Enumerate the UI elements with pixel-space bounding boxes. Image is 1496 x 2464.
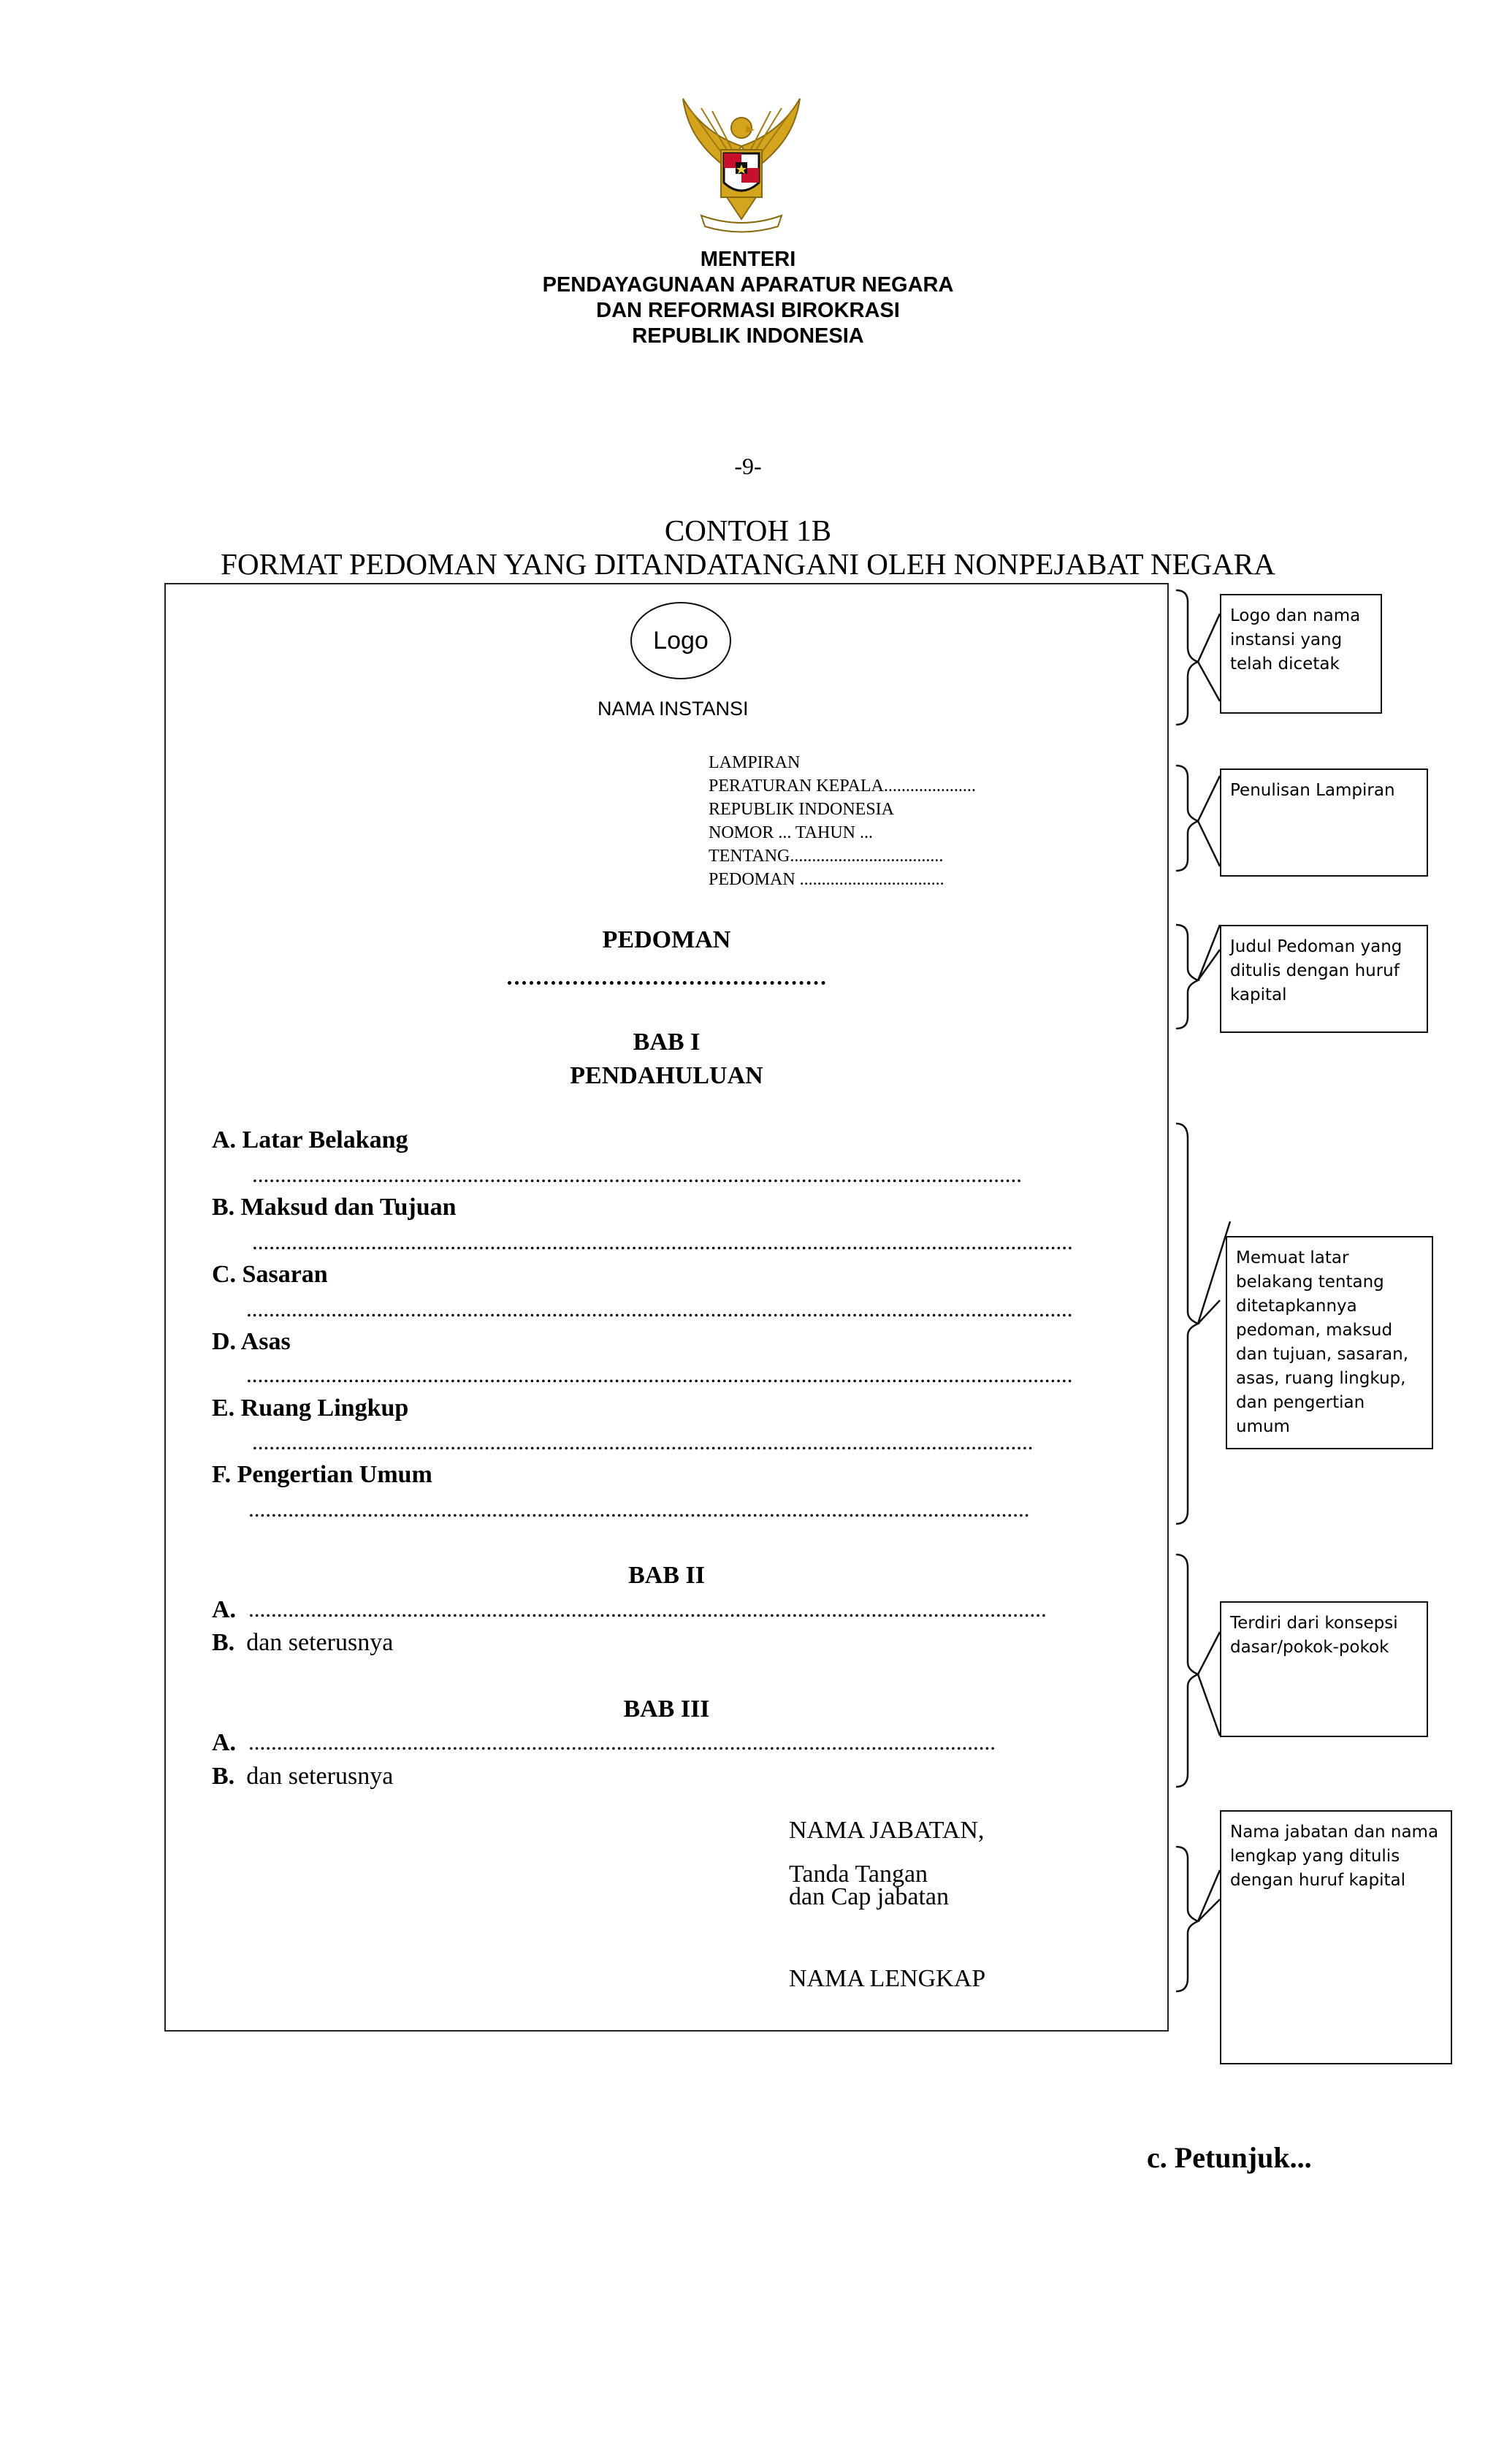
- bab2-item-b-label: B.: [212, 1629, 235, 1656]
- header-line-2: PENDAYAGUNAAN APARATUR NEGARA: [542, 273, 954, 297]
- signature-ttd: [789, 1863, 949, 1908]
- brace-bab2: [1176, 1555, 1198, 1787]
- bab3-heading: BAB III: [623, 1696, 710, 1723]
- title-line-2: FORMAT PEDOMAN YANG DITANDATANGANI OLEH NONPEJABAT NEGARA: [221, 547, 1275, 581]
- bab1-label: BAB I: [633, 1029, 701, 1056]
- title-line-1: CONTOH 1B: [664, 514, 832, 547]
- bab2-item-a-dots: .............................................................................................................................................: [248, 1596, 1047, 1622]
- signature-ttd-line-2: dan Cap jabatan: [789, 1883, 950, 1910]
- bab3-item-b-label: B.: [212, 1763, 235, 1790]
- signature-ttd-line-1: Tanda Tangan: [789, 1861, 928, 1888]
- bab1-heading: [164, 1026, 1169, 1093]
- lampiran-line: TENTANG...................................: [709, 847, 944, 866]
- logo-placeholder: [630, 602, 731, 679]
- header-line-3: DAN REFORMASI BIROKRASI: [596, 299, 900, 322]
- section-b: B. Maksud dan Tujuan: [212, 1194, 457, 1221]
- signature-nama: NAMA LENGKAP: [789, 1965, 986, 1992]
- pedoman-title: PEDOMAN: [602, 926, 731, 953]
- section-f: F. Pengertian Umum: [212, 1461, 432, 1488]
- header-line-1: MENTERI: [700, 248, 796, 271]
- note-lampiran: Penulisan Lampiran: [1220, 768, 1428, 877]
- section-c: C. Sasaran: [212, 1261, 328, 1288]
- brace-pedoman: [1176, 925, 1198, 1029]
- brace-lampiran: [1176, 766, 1198, 871]
- note-bab1: Memuat latar belakang tentang ditetapkannya pedoman, maksud dan tujuan, sasaran, asas, ruang lingkup, dan pengertian umum: [1226, 1236, 1433, 1449]
- bab3-item-a-dots: ....................................................................................................................................: [248, 1729, 996, 1755]
- bab1-title: PENDAHULUAN: [570, 1062, 763, 1089]
- note-pedoman-title: Judul Pedoman yang ditulis dengan huruf kapital: [1220, 925, 1428, 1033]
- signature-jabatan: NAMA JABATAN,: [789, 1817, 985, 1844]
- lampiran-line: PERATURAN KEPALA.....................: [709, 777, 976, 796]
- lampiran-line: NOMOR ... TAHUN ...: [709, 823, 873, 842]
- section-c-dots: ..................................................................................................................................................: [246, 1296, 1073, 1321]
- section-d-dots: ..................................................................................................................................................: [246, 1362, 1073, 1387]
- bab3-item-b-text: dan seterusnya: [246, 1763, 394, 1790]
- lampiran-line: LAMPIRAN: [709, 753, 801, 772]
- lampiran-line: PEDOMAN .................................: [709, 870, 944, 889]
- lampiran-line: REPUBLIK INDONESIA: [709, 800, 894, 819]
- instansi-name: NAMA INSTANSI: [598, 698, 749, 720]
- brace-signature: [1176, 1847, 1198, 1991]
- section-e-dots: ..........................................................................................................................................: [252, 1429, 1034, 1454]
- header-line-4: REPUBLIK INDONESIA: [632, 324, 864, 348]
- bab3-item-b: [212, 1763, 393, 1790]
- brace-bab1: [1176, 1124, 1198, 1524]
- bab3-item-a: A.: [212, 1729, 237, 1756]
- header-ministry: [0, 247, 1496, 349]
- next-page-continuation: c. Petunjuk...: [1147, 2141, 1312, 2174]
- section-a-dots: ........................................................................................................................................: [252, 1162, 1022, 1187]
- bab2-item-a: A.: [212, 1596, 237, 1623]
- note-bab2: Terdiri dari konsepsi dasar/pokok-pokok: [1220, 1601, 1428, 1737]
- note-logo: Logo dan nama instansi yang telah dicetak: [1220, 594, 1382, 714]
- section-e: E. Ruang Lingkup: [212, 1395, 409, 1422]
- page-number: -9-: [734, 453, 762, 479]
- bab2-item-b-text: dan seterusnya: [246, 1629, 394, 1656]
- section-d: D. Asas: [212, 1328, 291, 1355]
- section-b-dots: .................................................................................................................................................: [252, 1229, 1073, 1254]
- bab2-heading: BAB II: [628, 1562, 705, 1589]
- logo-label: Logo: [653, 626, 709, 655]
- bab2-item-b: [212, 1629, 393, 1657]
- section-a: A. Latar Belakang: [212, 1126, 408, 1153]
- brace-logo: [1176, 590, 1198, 725]
- document-title: [0, 514, 1496, 581]
- section-f-dots: ..........................................................................................................................................: [248, 1496, 1030, 1522]
- pedoman-title-dots: [508, 981, 825, 985]
- garuda-emblem-icon: [676, 95, 807, 237]
- note-signature: Nama jabatan dan nama lengkap yang ditulis dengan huruf kapital: [1220, 1810, 1452, 2064]
- lampiran-block: [709, 751, 976, 891]
